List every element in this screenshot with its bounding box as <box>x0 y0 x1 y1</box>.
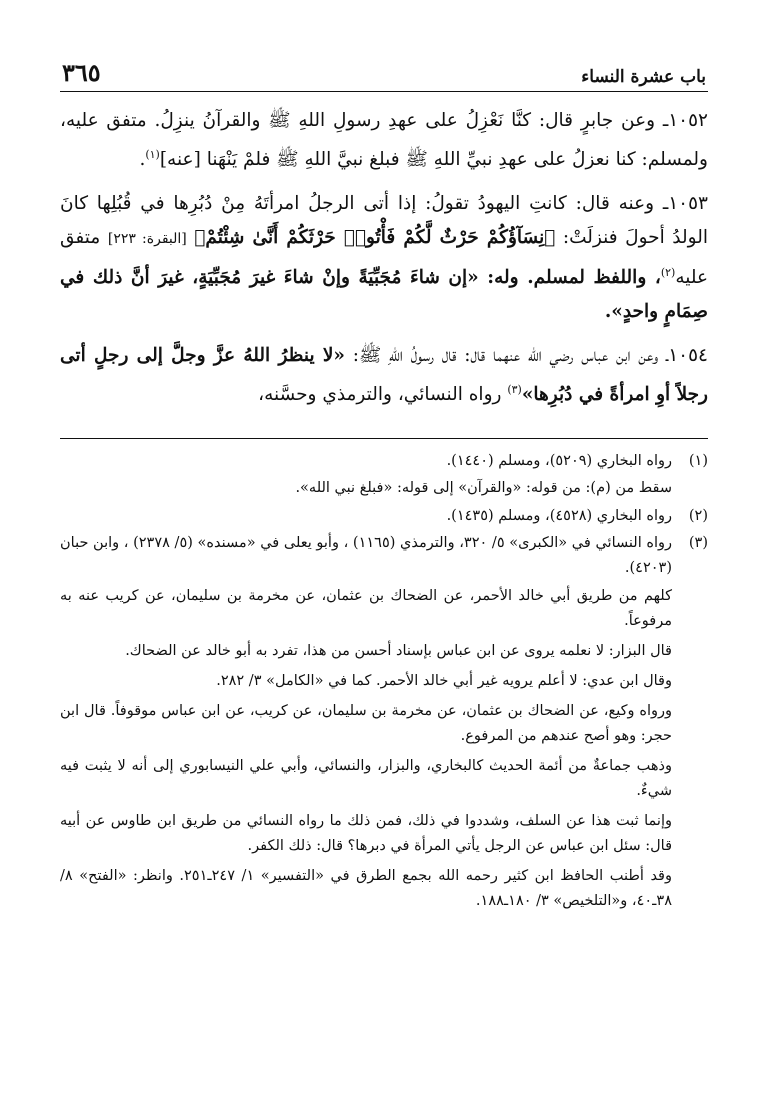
hadith-1052 <box>60 104 708 177</box>
footnote-number: (٣) <box>688 535 708 552</box>
footnotes <box>60 449 708 914</box>
quran-reference: [البقرة: ٢٢٣] <box>107 231 187 248</box>
footnote-1 <box>60 449 708 474</box>
hadith-1053-part3: ، واللفظ لمسلم. وله: «إن شاءَ مُجَبِّيَةً وإنْ شاءَ غيرَ مُجَبِّيَةٍ، غيرَ أنَّ ذلك في صِمَامٍ واحدٍ». <box>60 267 708 323</box>
hadith-1054-part1: ١٠٥٤ـ وعن ابن عباس رضي الله عنهما قال: قال رسولُ اللهِ ﷺ: <box>345 345 708 367</box>
hadith-1052-end: . <box>139 149 146 171</box>
footnote-paragraph: وذهب جماعةٌ من أئمة الحديث كالبخاري، والبزار، والنسائي، وأبي علي النيسابوري إلى أنه لا يثبت فيه شيءٌ. <box>60 758 672 800</box>
footnote-1-sub: سقط من (م): من قوله: «والقرآن» إلى قوله: «فبلغ نبي الله». <box>295 480 672 497</box>
hadith-1054 <box>60 339 708 412</box>
hadith-1052-text: ١٠٥٢ـ وعن جابرٍ قال: كنَّا نَعْزِلُ على عهدِ رسولِ اللهِ ﷺ والقرآنُ ينزِلُ. متفق عليه، ولمسلم: كنا نعزلُ على عهدِ نبيِّ اللهِ ﷺ فبلغ نبيَّ اللهِ ﷺ فلمْ يَنْهَنا [عنه] <box>60 110 708 171</box>
footnote-paragraph: وقد أطنب الحافظ ابن كثير رحمه الله بجمع الطرق في «التفسير» ١/ ٢٤٧ـ٢٥١. وانظر: «الفتح» ٨/ ٣٨ـ٤٠، و«التلخيص» ٣/ ١٨٠ـ١٨٨. <box>60 868 672 910</box>
hadith-1054-part2: رواه النسائي، والترمذي وحسَّنه، <box>258 384 508 406</box>
footnote-number: (١) <box>688 453 708 470</box>
main-text <box>60 104 708 412</box>
footnote-divider <box>60 438 708 439</box>
footnote-2 <box>60 504 708 529</box>
hadith-1053-part2: متفق عليه <box>60 227 708 289</box>
footnote-paragraph: ورواه وكيع، عن الضحاك بن عثمان، عن مخرمة بن سليمان، عن كريب، عن ابن عباس موقوفاً. قال ابن حجر: وهو أصح عندهم من المرفوع. <box>60 703 672 745</box>
page-number: ٣٦٥ <box>62 58 101 87</box>
hadith-1053-part1: ١٠٥٣ـ وعنه قال: كانتِ اليهودُ تقولُ: إذا أتى الرجلُ امرأتَهُ مِنْ دُبُرِها في قُبُلِها كانَ الولدُ أحولَ فنزلَتْ: <box>60 193 708 249</box>
quran-verse: ﴿نِسَآؤُكُمْ حَرْثٌ لَّكُمْ فَأْتُوا۟ حَرْثَكُمْ أَنَّىٰ شِئْتُمْ﴾ <box>194 227 556 249</box>
footnote-paragraph: قال البزار: لا نعلمه يروى عن ابن عباس بإسناد أحسن من هذا، تفرد به أبو خالد عن الضحاك. <box>125 643 672 660</box>
footnote-paragraph: وإنما ثبت هذا عن السلف، وشددوا في ذلك، فمن ذلك ما رواه النسائي من طريق ابن طاوس عن أبيه قال: سئل ابن عباس عن الرجل يأتي المرأة في دبرها؟ قال: ذلك الكفر. <box>60 813 672 855</box>
footnote-ref-1[interactable]: (١) <box>145 148 160 161</box>
footnote-text: رواه النسائي في «الكبرى» ٥/ ٣٢٠، والترمذي (١١٦٥) ، وأبو يعلى في «مسنده» (٥/ ٢٣٧٨) ، وابن حبان (٤٢٠٣). <box>60 535 673 577</box>
footnote-text: رواه البخاري (٤٥٢٨)، ومسلم (١٤٣٥). <box>446 508 672 525</box>
footnote-ref-3[interactable]: (٣) <box>507 383 522 397</box>
footnote-ref-2[interactable]: (٢) <box>660 266 676 280</box>
chapter-title: باب عشرة النساء <box>581 67 706 87</box>
hadith-1053 <box>60 187 708 329</box>
footnote-paragraph: وقال ابن عدي: لا أعلم يرويه غير أبي خالد الأحمر. كما في «الكامل» ٣/ ٢٨٢. <box>216 673 672 690</box>
footnote-number: (٢) <box>688 508 708 525</box>
footnote-paragraph: كلهم من طريق أبي خالد الأحمر، عن الضحاك بن عثمان، عن مخرمة بن سليمان، عن كريب عنه به مرفوعاً. <box>60 588 672 630</box>
footnote-3 <box>60 531 708 581</box>
footnote-text: رواه البخاري (٥٢٠٩)، ومسلم (١٤٤٠). <box>446 453 672 470</box>
running-header <box>60 52 708 92</box>
hadith-1054-quote: «لا ينظرُ اللهُ عزَّ وجلَّ إلى رجلٍ أتى رجلاً أوِ امرأةً في دُبُرِها» <box>60 345 708 406</box>
book-page <box>60 52 708 1072</box>
